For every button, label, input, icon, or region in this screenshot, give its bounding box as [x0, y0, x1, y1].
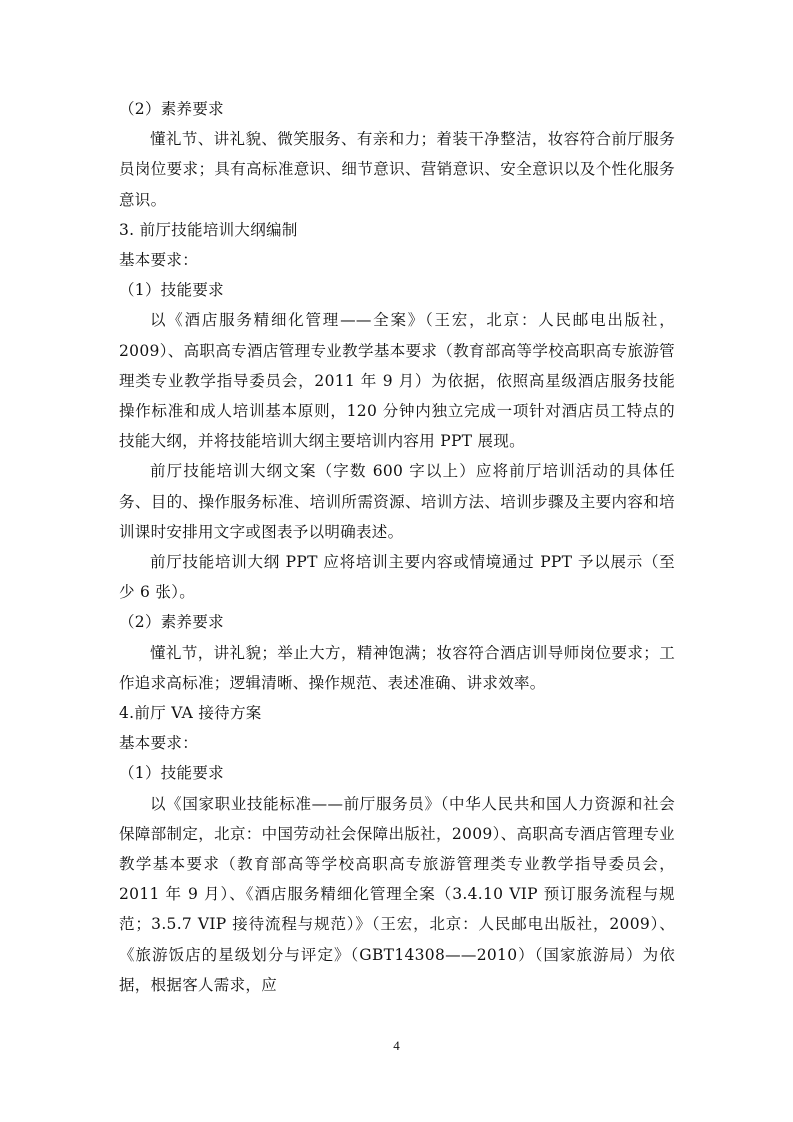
subheading-skill-requirements: （1）技能要求	[119, 281, 224, 300]
basic-requirements-label-2: 基本要求：	[119, 734, 199, 753]
document-body	[119, 94, 675, 1000]
basic-requirements-label: 基本要求：	[119, 251, 199, 270]
paragraph-training-outline-basis: 以《酒店服务精细化管理——全案》（王宏，北京：人民邮电出版社，2009）、高职高专酒店管理专业教学基本要求（教育部高等学校高职高专旅游管理类专业教学指导委员会，2011 年 9 月）为依据，依照高星级酒店服务技能操作标准和成人培训基本原则，120 分钟内独立完成一项针对酒店员工特点的技能大纲，并将技能培训大纲主要培训内容用 PPT 展现。	[119, 311, 675, 451]
subheading-literacy-requirements-2: （2）素养要求	[119, 613, 224, 632]
section-heading-3: 3. 前厅技能培训大纲编制	[119, 220, 298, 239]
subheading-skill-requirements-2: （1）技能要求	[119, 764, 224, 783]
page-number: 4	[393, 1038, 400, 1053]
paragraph-literacy-front-desk: 懂礼节、讲礼貌、微笑服务、有亲和力；着装干净整洁，妆容符合前厅服务员岗位要求；具有高标准意识、细节意识、营销意识、安全意识以及个性化服务意识。	[119, 130, 675, 209]
section-heading-4: 4.前厅 VA 接待方案	[119, 704, 262, 723]
paragraph-training-outline-ppt: 前厅技能培训大纲 PPT 应将培训主要内容或情境通过 PPT 予以展示（至少 6 张）。	[119, 553, 675, 602]
paragraph-training-outline-document: 前厅技能培训大纲文案（字数 600 字以上）应将前厅培训活动的具体任务、目的、操作服务标准、培训所需资源、培训方法、培训步骤及主要内容和培训课时安排用文字或图表予以明确表述。	[119, 462, 675, 541]
subheading-literacy-requirements: （2）素养要求	[119, 100, 224, 118]
paragraph-va-reception-basis: 以《国家职业技能标准——前厅服务员》（中华人民共和国人力资源和社会保障部制定，北京：中国劳动社会保障出版社，2009）、高职高专酒店管理专业教学基本要求（教育部高等学校高职高专旅游管理类专业教学指导委员会，2011 年 9 月）、《酒店服务精细化管理全案（3.4.10 VIP 预订服务流程与规范；3.5.7 VIP 接待流程与规范）》（王宏，北京：人民邮电出版社，2009）、《旅游饭店的星级划分与评定》（GBT14308——2010）（国家旅游局）为依据，根据客人需求，应	[119, 794, 675, 994]
paragraph-literacy-trainer: 懂礼节，讲礼貌；举止大方，精神饱满；妆容符合酒店训导师岗位要求；工作追求高标准；逻辑清晰、操作规范、表述准确、讲求效率。	[119, 643, 675, 692]
